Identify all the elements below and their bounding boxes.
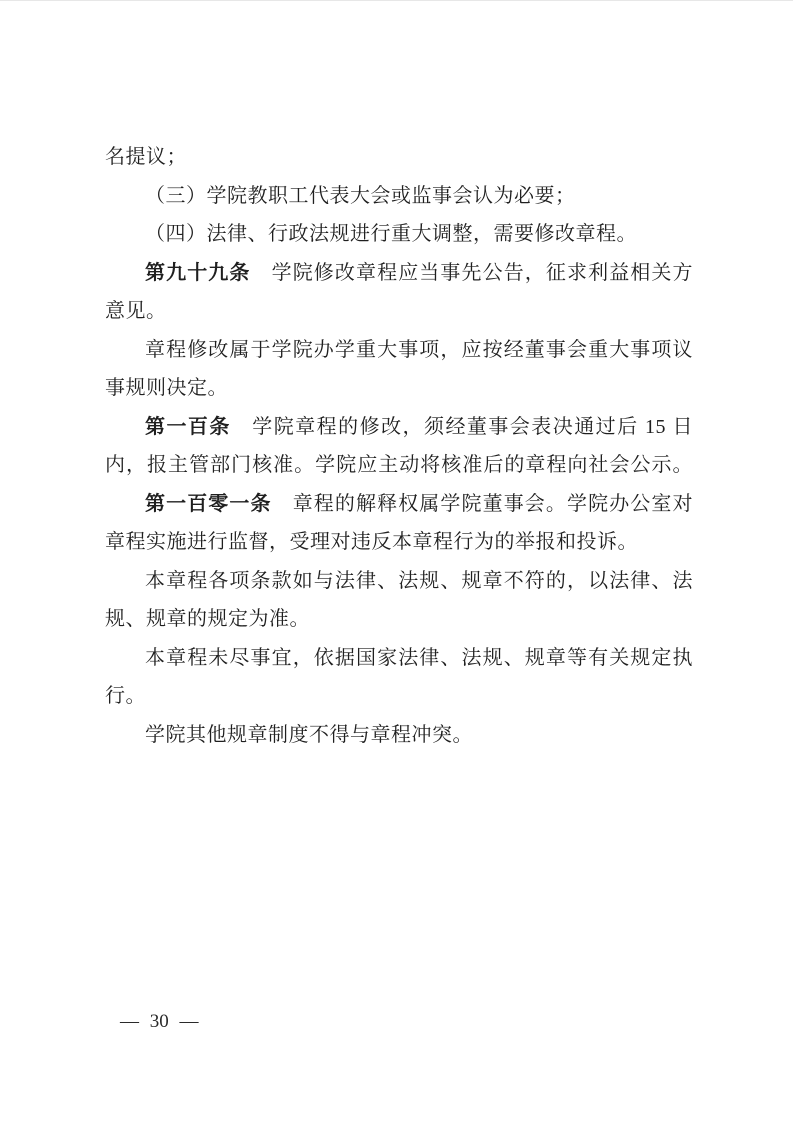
line-text: 章程实施进行监督，受理对违反本章程行为的举报和投诉。 — [105, 531, 638, 553]
line-text: 章程修改属于学院办学重大事项，应按经董事会重大事项议 — [145, 338, 693, 361]
line-text: 本章程未尽事宜，依据国家法律、法规、规章等有关规定执 — [145, 646, 693, 669]
text-line — [105, 523, 693, 562]
text-line — [105, 446, 693, 485]
text-line — [105, 292, 693, 331]
line-text: （三）学院教职工代表大会或监事会认为必要； — [145, 184, 576, 207]
article-number: 第一百零一条 — [145, 492, 272, 515]
page-number: — 30 — — [120, 1011, 199, 1032]
text-line — [105, 600, 693, 639]
line-text: 规、规章的规定为准。 — [105, 608, 310, 630]
line-text: 内，报主管部门核准。学院应主动将核准后的章程向社会公示。 — [105, 454, 693, 476]
line-text: 章程的解释权属学院董事会。学院办公室对 — [271, 492, 694, 515]
line-text: 意见。 — [105, 300, 167, 322]
text-line — [105, 138, 693, 177]
text-line — [105, 177, 693, 216]
text-line — [105, 716, 693, 755]
line-text: 学院修改章程应当事先公告，征求利益相关方 — [250, 261, 693, 284]
text-line — [105, 331, 693, 370]
line-text: 名提议； — [105, 146, 187, 168]
line-text: 本章程各项条款如与法律、法规、规章不符的，以法律、法 — [145, 569, 693, 592]
text-line — [105, 254, 693, 293]
line-text: 事规则决定。 — [105, 377, 228, 399]
document-page — [105, 138, 693, 754]
line-text: （四）法律、行政法规进行重大调整，需要修改章程。 — [145, 223, 637, 245]
text-line — [105, 639, 693, 678]
article-number: 第一百条 — [145, 415, 231, 438]
text-line — [105, 369, 693, 408]
line-text: 行。 — [105, 685, 146, 707]
article-number: 第九十九条 — [145, 261, 251, 284]
text-line — [105, 408, 693, 447]
text-line — [105, 677, 693, 716]
text-line — [105, 215, 693, 254]
line-text: 学院其他规章制度不得与章程冲突。 — [145, 723, 473, 746]
line-text: 学院章程的修改，须经董事会表决通过后 15 日 — [230, 415, 694, 438]
page-top-edge — [0, 0, 793, 1]
text-line — [105, 562, 693, 601]
text-line — [105, 485, 693, 524]
